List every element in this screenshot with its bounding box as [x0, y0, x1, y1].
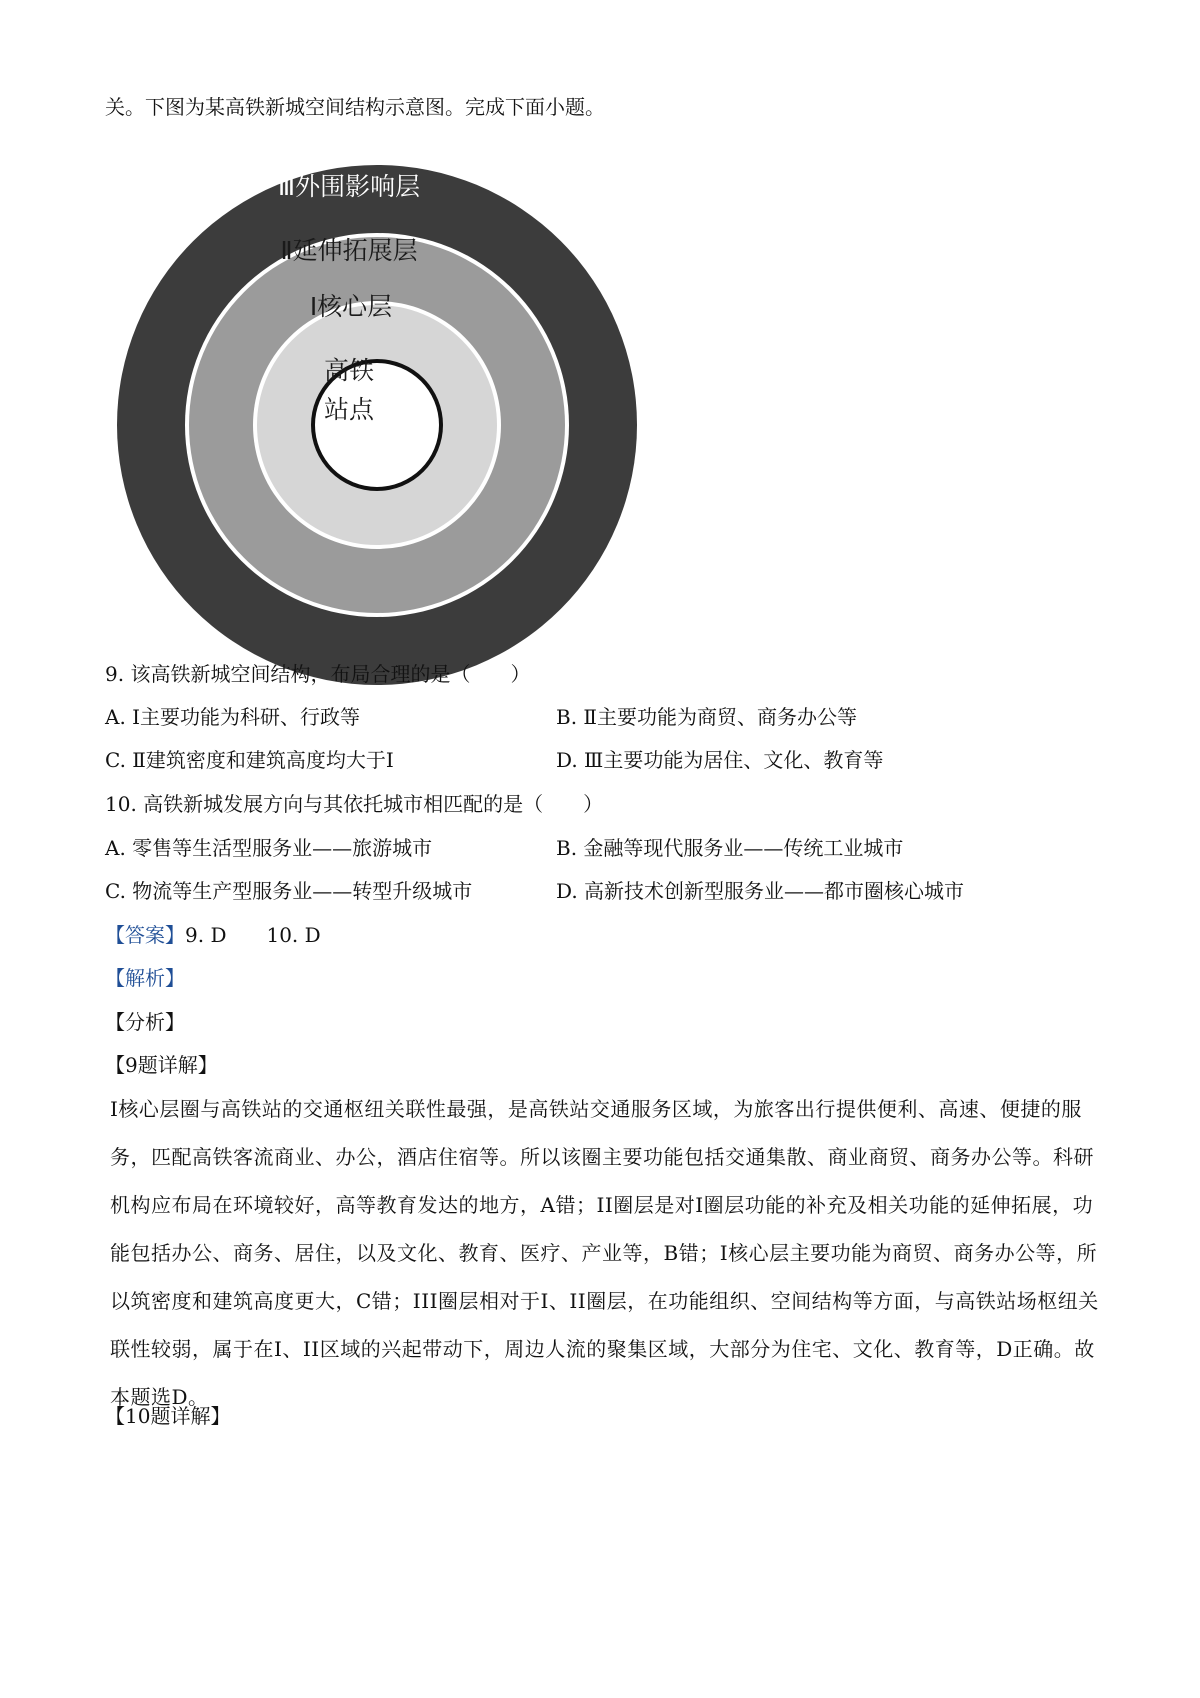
question-9-detail-tag: 【9题详解】 [105, 1053, 218, 1077]
answer-tag: 【答案】 [105, 923, 185, 947]
answer-text: 9. D 10. D [185, 923, 321, 947]
question-10-stem: 10. 高铁新城发展方向与其依托城市相匹配的是（ ） [105, 792, 604, 816]
outer-ring-label: Ⅲ外围影响层 [277, 172, 421, 201]
concentric-rings-diagram [115, 163, 640, 688]
center-label-line1: 高铁 [323, 356, 375, 385]
answer-line [105, 921, 321, 949]
center-label-line2: 站点 [323, 395, 375, 424]
question-9-option-a: A. Ⅰ主要功能为科研、行政等 [105, 705, 361, 729]
question-10-option-b: B. 金融等现代服务业——传统工业城市 [556, 836, 904, 860]
question-9-explanation: Ⅰ核心层圈与高铁站的交通枢纽关联性最强，是高铁站交通服务区域，为旅客出行提供便利、高速、便捷的服务，匹配高铁客流商业、办公，酒店住宿等。所以该圈主要功能包括交通集散、商业商贸、商务办公等。科研机构应布局在环境较好，高等教育发达的地方，A错；II圈层是对Ⅰ圈层功能的补充及相关功能的延伸拓展，功能包括办公、商务、居住，以及文化、教育、医疗、产业等，B错；Ⅰ核心层主要功能为商贸、商务办公等，所以筑密度和建筑高度更大，C错；III圈层相对于Ⅰ、II圈层，在功能组织、空间结构等方面，与高铁站场枢纽关联性较弱，属于在Ⅰ、II区域的兴起带动下，周边人流的聚集区域，大部分为住宅、文化、教育等，D正确。故本题选D。 [110, 1097, 1099, 1409]
question-9-option-c: C. Ⅱ建筑密度和建筑高度均大于Ⅰ [105, 748, 394, 772]
inner-ring-label: Ⅰ核心层 [309, 292, 393, 321]
question-10-option-a: A. 零售等生活型服务业——旅游城市 [105, 836, 433, 860]
middle-ring-label: Ⅱ延伸拓展层 [280, 236, 418, 265]
question-9-stem: 9. 该高铁新城空间结构，布局合理的是（ ） [105, 662, 531, 686]
question-9-option-b: B. Ⅱ主要功能为商贸、商务办公等 [556, 705, 858, 729]
fenxi-tag: 【分析】 [105, 1010, 185, 1034]
intro-text: 关。下图为某高铁新城空间结构示意图。完成下面小题。 [105, 95, 605, 119]
analysis-tag: 【解析】 [105, 966, 185, 990]
question-10-detail-tag: 【10题详解】 [105, 1404, 231, 1428]
question-9-option-d: D. Ⅲ主要功能为居住、文化、教育等 [556, 748, 884, 772]
city-structure-diagram [115, 163, 640, 688]
question-10-option-c: C. 物流等生产型服务业——转型升级城市 [105, 879, 473, 903]
question-10-option-d: D. 高新技术创新型服务业——都市圈核心城市 [556, 879, 965, 903]
